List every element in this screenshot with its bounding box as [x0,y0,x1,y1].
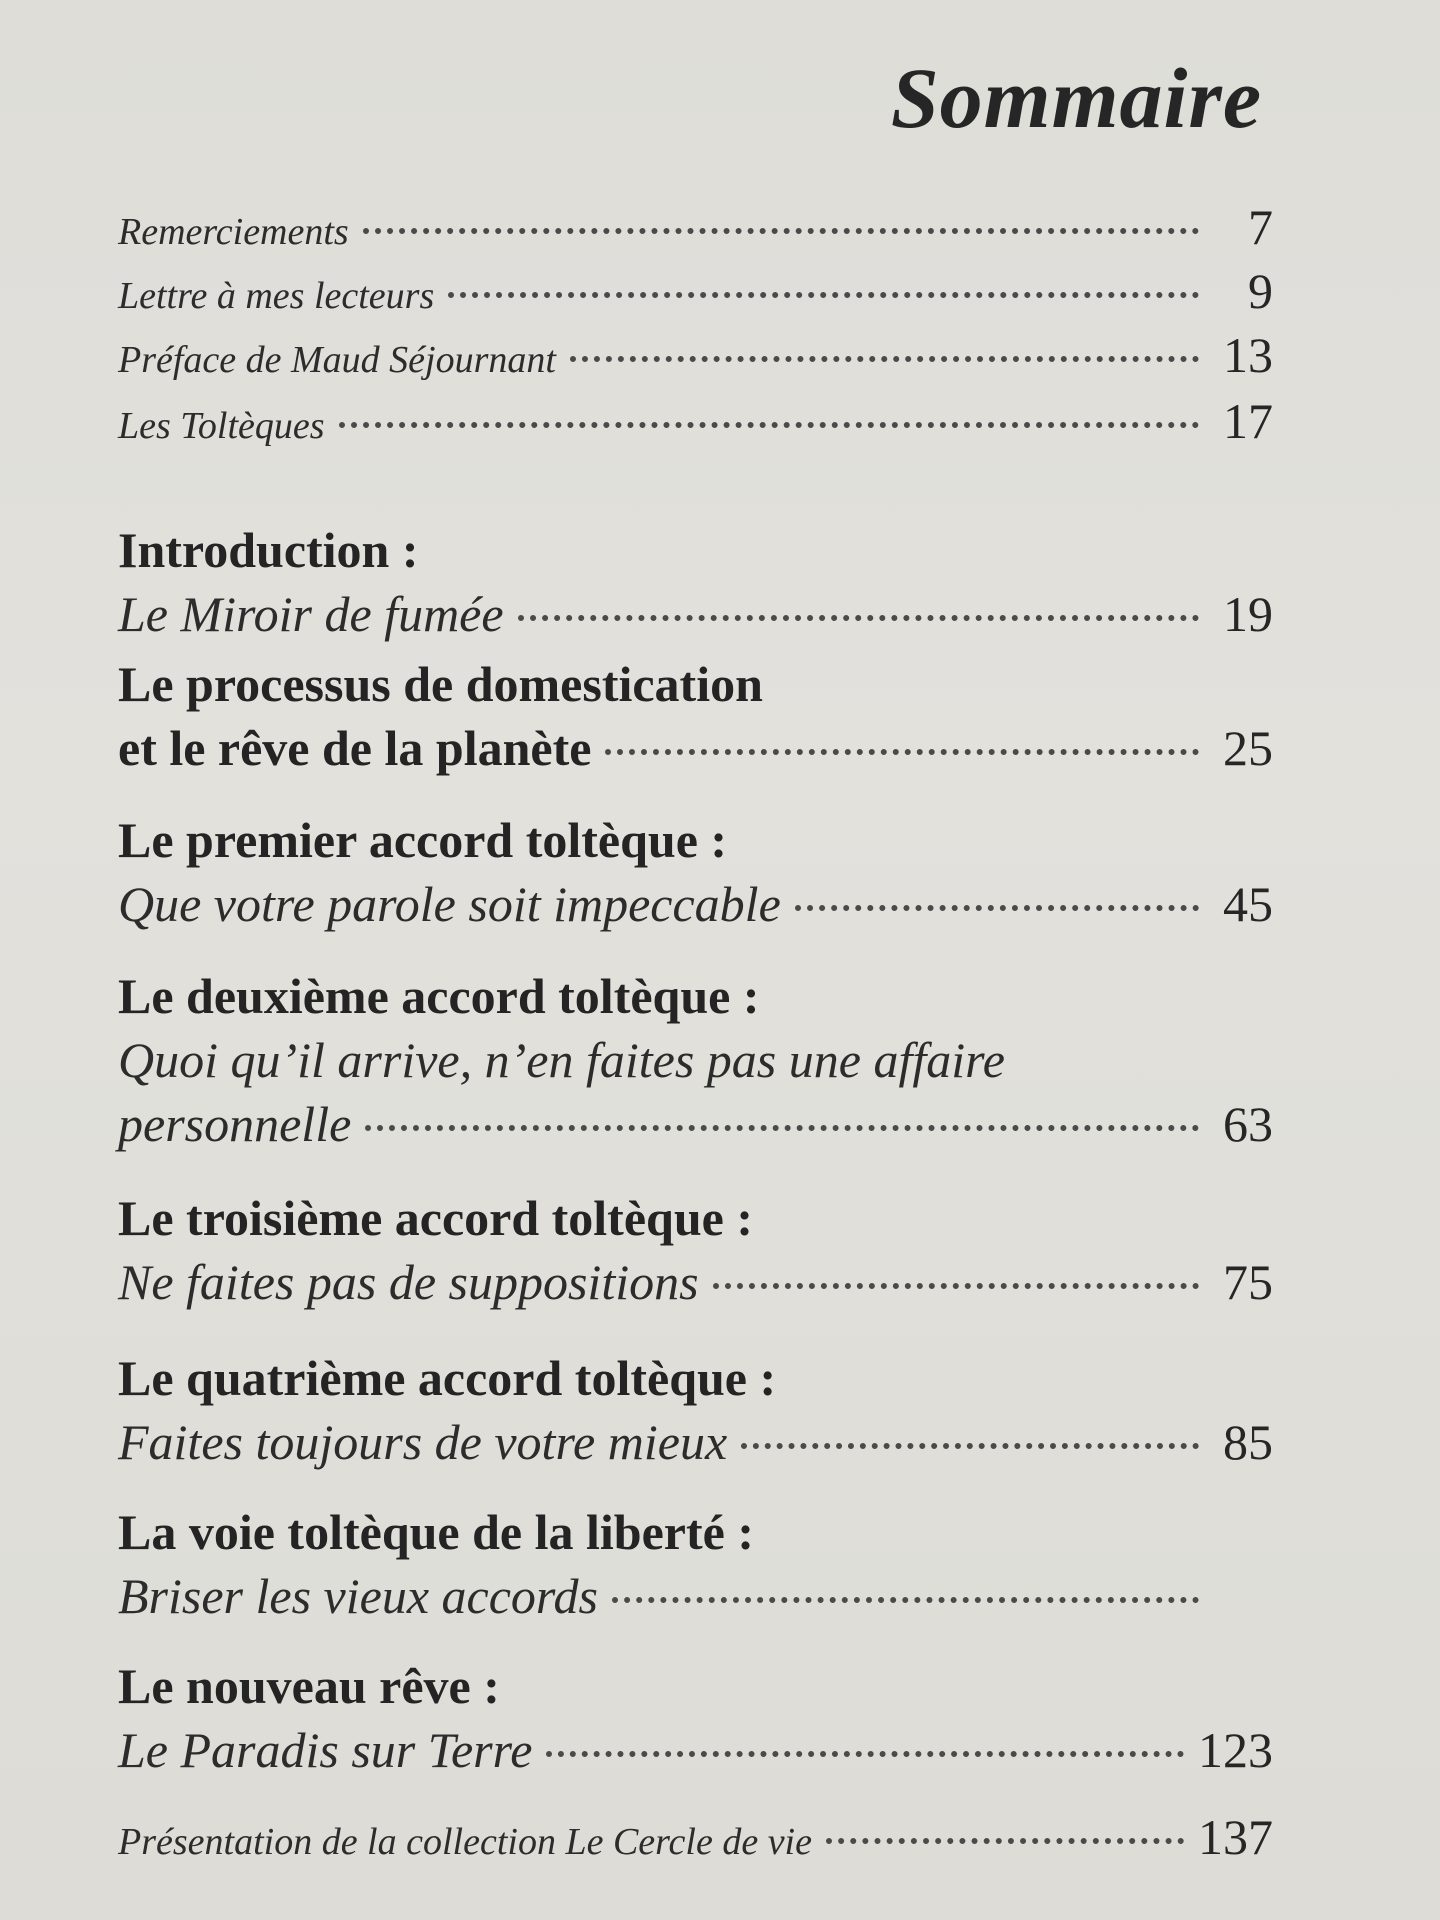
toc-chapter-new-dream[interactable] [118,1654,1273,1782]
toc-entry-label: Les Toltèques [118,405,325,447]
toc-page-number: 63 [1223,1096,1273,1152]
toc-entry-toltecs[interactable] [118,392,1273,458]
dot-leader [363,228,1199,234]
dot-leader [713,1283,1199,1289]
toc-page-number: 9 [1248,263,1273,319]
dot-leader [741,1443,1199,1449]
chapter-subtitle: Faites toujours de votre mieux [118,1414,728,1470]
toc-page-number: 45 [1223,876,1273,932]
chapter-heading: Le premier accord toltèque : [118,812,728,868]
chapter-subtitle: Ne faites pas de suppositions [118,1254,699,1310]
toc-entry-preface[interactable] [118,326,1273,392]
page-title: Sommaire [890,50,1262,146]
dot-leader [826,1838,1184,1844]
dot-leader [605,749,1199,755]
chapter-heading-line2: et le rêve de la planète [118,720,592,776]
chapter-heading: Le deuxième accord toltèque : [118,968,760,1024]
dot-leader [795,905,1199,911]
toc-chapter-fourth-agreement[interactable] [118,1346,1273,1474]
dot-leader [339,422,1199,428]
toc-page-number: 19 [1223,586,1273,642]
toc-entry-label: Remerciements [118,211,349,253]
toc-page-number: 25 [1223,720,1273,776]
chapter-heading: Le quatrième accord toltèque : [118,1350,777,1406]
dot-leader [365,1125,1199,1131]
toc-chapter-first-agreement[interactable] [118,808,1273,936]
dot-leader [546,1751,1184,1757]
chapter-heading: Le processus de domestication [118,656,763,712]
toc-entry-collection[interactable] [118,1808,1273,1874]
toc-chapter-freedom[interactable] [118,1500,1273,1628]
chapter-subtitle: Que votre parole soit impeccable [118,876,781,932]
toc-entry-label: Préface de Maud Séjournant [118,339,556,381]
dot-leader [570,356,1199,362]
chapter-heading: Le nouveau rêve : [118,1658,500,1714]
chapter-heading: La voie toltèque de la liberté : [118,1504,754,1560]
toc-page-number: 75 [1223,1254,1273,1310]
toc-chapter-third-agreement[interactable] [118,1186,1273,1314]
toc-page-number: 13 [1223,327,1273,383]
toc-entry-letter[interactable] [118,262,1273,328]
toc-page-number: 123 [1198,1722,1273,1778]
toc-chapter-introduction[interactable] [118,518,1273,646]
chapter-heading: Introduction : [118,522,419,578]
toc-page-number: 137 [1198,1809,1273,1865]
chapter-subtitle: Le Paradis sur Terre [118,1722,533,1778]
chapter-subtitle: Quoi qu’il arrive, n’en faites pas une affaire [118,1032,1005,1088]
toc-chapter-second-agreement[interactable] [118,964,1273,1156]
toc-chapter-domestication[interactable] [118,652,1273,780]
chapter-heading: Le troisième accord toltèque : [118,1190,753,1246]
toc-page-number: 7 [1248,199,1273,255]
dot-leader [518,615,1199,621]
toc-page-number: 17 [1223,393,1273,449]
toc-entry-acknowledgements[interactable] [118,198,1273,264]
chapter-subtitle: Briser les vieux accords [118,1568,598,1624]
toc-page-number: 85 [1223,1414,1273,1470]
toc-entry-label: Présentation de la collection Le Cercle de vie [118,1821,812,1863]
toc-entry-label: Lettre à mes lecteurs [118,275,435,317]
dot-leader [448,292,1199,298]
chapter-subtitle-line2: personnelle [118,1096,352,1152]
dot-leader [612,1597,1199,1603]
chapter-subtitle: Le Miroir de fumée [118,586,504,642]
